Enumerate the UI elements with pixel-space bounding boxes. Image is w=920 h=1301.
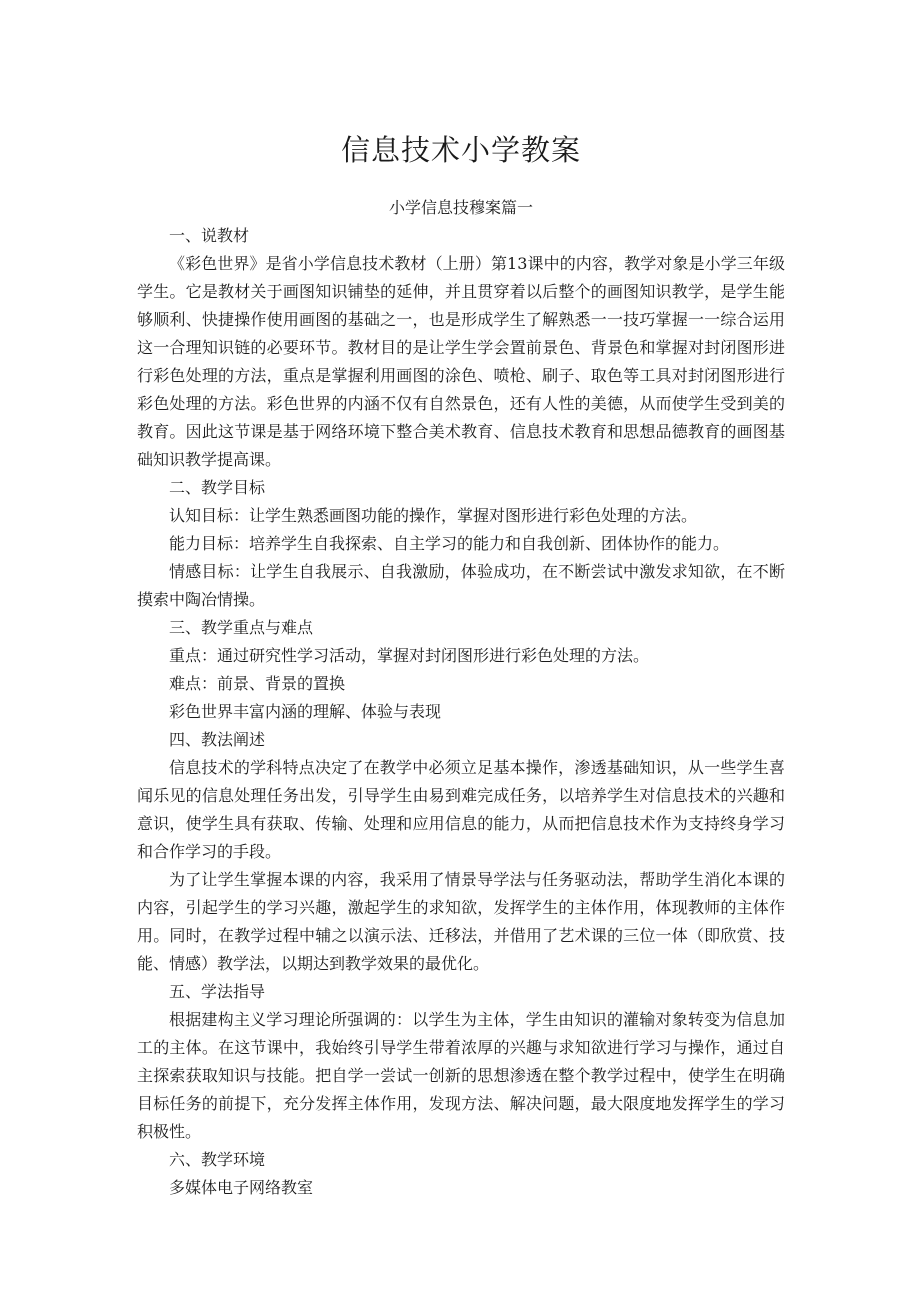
paragraph-emotional-goal: 情感目标：让学生自我展示、自我激励，体验成功，在不断尝试中激发求知欲，在不断摸索中陶冶情操。 (137, 562, 785, 609)
section-heading-key-points: 三、教学重点与难点 (169, 618, 314, 637)
paragraph-cognitive-goal: 认知目标：让学生熟悉画图功能的操作，掌握对图形进行彩色处理的方法。 (169, 506, 698, 525)
paragraph-methods-2: 为了让学生掌握本课的内容，我采用了情景导学法与任务驱动法，帮助学生消化本课的内容，引起学生的学习兴趣，激起学生的求知欲，发挥学生的主体作用，体现教师的主体作用。同时，在教学过程中辅之以演示法、迁移法，并借用了艺术课的三位一体（即欣赏、技能、情感）教学法，以期达到教学效果的最优化。 (137, 870, 785, 973)
document-page (137, 128, 785, 1202)
paragraph-difficulty-extra: 彩色世界丰富内涵的理解、体验与表现 (169, 702, 442, 721)
section-heading-textbook: 一、说教材 (169, 226, 250, 245)
document-title: 信息技术小学教案 (340, 133, 581, 167)
paragraph-learning-guidance: 根据建构主义学习理论所强调的：以学生为主体，学生由知识的灌输对象转变为信息加工的主体。在这节课中，我始终引导学生带着浓厚的兴趣与求知欲进行学习与操作，通过自主探索获取知识与技能。把自学一尝试一创新的思想渗透在整个教学过程中，使学生在明确目标任务的前提下，充分发挥主体作用，发现方法、解决问题，最大限度地发挥学生的学习积极性。 (137, 1010, 785, 1141)
paragraph-ability-goal: 能力目标：培养学生自我探索、自主学习的能力和自我创新、团体协作的能力。 (169, 534, 730, 553)
section-heading-objectives: 二、教学目标 (169, 478, 266, 497)
section-heading-learning-guidance: 五、学法指导 (169, 982, 266, 1001)
paragraph-key-point: 重点：通过研究性学习活动，掌握对封闭图形进行彩色处理的方法。 (169, 646, 650, 665)
paragraph-difficulty: 难点：前景、背景的置换 (169, 674, 346, 693)
paragraph-methods-1: 信息技术的学科特点决定了在教学中必须立足基本操作，渗透基础知识，从一些学生喜闻乐见的信息处理任务出发，引导学生由易到难完成任务，以培养学生对信息技术的兴趣和意识，使学生具有获取、传输、处理和应用信息的能力，从而把信息技术作为支持终身学习和合作学习的手段。 (137, 758, 785, 861)
section-heading-teaching-methods: 四、教法阐述 (169, 730, 266, 749)
paragraph-environment: 多媒体电子网络教室 (169, 1178, 314, 1197)
section-heading-environment: 六、教学环境 (169, 1150, 266, 1169)
paragraph-textbook-description: 《彩色世界》是省小学信息技术教材（上册）第13课中的内容，教学对象是小学三年级学生。它是教材关于画图知识铺垫的延伸，并且贯穿着以后整个的画图知识教学，是学生能够顺利、快捷操作使用画图的基础之一，也是形成学生了解熟悉一一技巧掌握一一综合运用这一合理知识链的必要环节。教材目的是让学生学会置前景色、背景色和掌握对封闭图形进行彩色处理的方法，重点是掌握利用画图的涂色、喷枪、刷子、取色等工具对封闭图形进行彩色处理的方法。彩色世界的内涵不仅有自然景色，还有人性的美德，从而使学生受到美的教育。因此这节课是基于网络环境下整合美术教育、信息技术教育和思想品德教育的画图基础知识教学提高课。 (137, 254, 785, 469)
document-subtitle: 小学信息技穆案篇一 (388, 198, 533, 217)
